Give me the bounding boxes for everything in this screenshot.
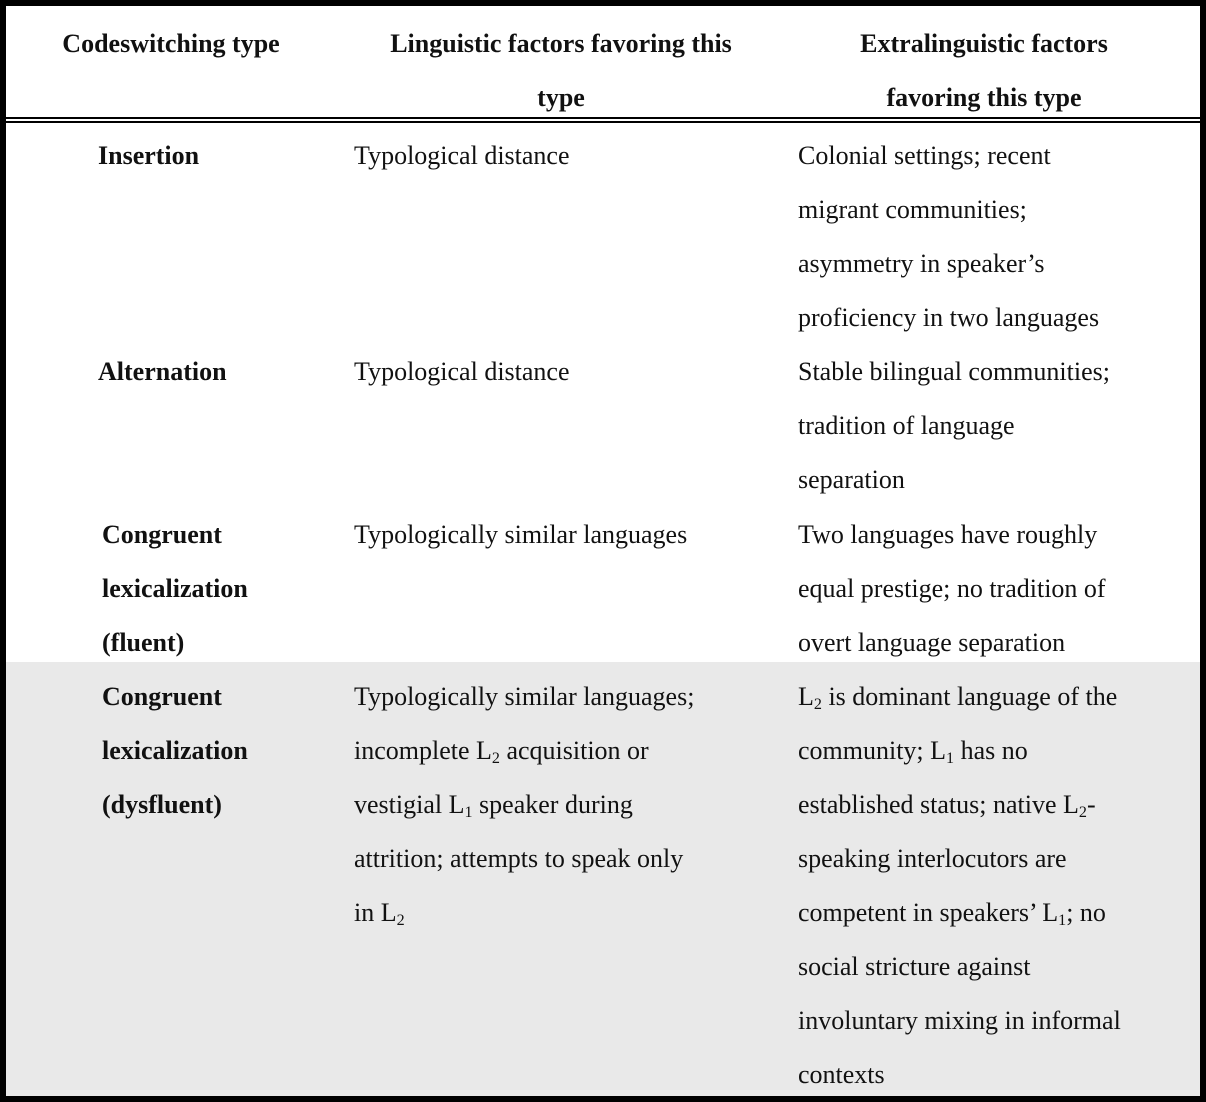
row-congruent-dysfluent-type: Congruent lexicalization (dysfluent) — [102, 682, 248, 819]
row-alternation-extralinguistic: Stable bilingual communities; tradition of language separation — [798, 357, 1110, 494]
row-alternation-linguistic: Typological distance — [354, 357, 570, 386]
row-congruent-dysfluent-extralinguistic: $L_2$ is dominant language of the community; $L_1$ has no established status; native $L_2-$ speaking interlocutors are competent in speakers’ $L_1$; no social stricture against involuntary mixing in informal contexts — [798, 682, 1121, 1089]
row-insertion-linguistic: Typological distance — [354, 141, 570, 170]
header-rule-top — [6, 117, 1200, 119]
row-congruent-dysfluent-linguistic: Typologically similar languages; incomplete $L_2$ acquisition or vestigial $L_1$ speaker during attrition; attempts to speak only in $L_2$ — [354, 682, 695, 930]
row-insertion-type: Insertion — [98, 141, 200, 170]
row-congruent-fluent-extralinguistic: Two languages have roughly equal prestige; no tradition of overt language separation — [798, 520, 1106, 657]
header-rule-bottom — [6, 121, 1200, 123]
row-congruent-fluent-type: Congruent lexicalization (fluent) — [102, 520, 248, 657]
row-alternation-type: Alternation — [98, 357, 227, 386]
header-extralinguistic-factors: Extralinguistic factors favoring this type — [860, 29, 1108, 112]
header-linguistic-factors: Linguistic factors favoring this type — [390, 29, 732, 112]
row-insertion-extralinguistic: Colonial settings; recent migrant communities; asymmetry in speaker’s proficiency in two languages — [798, 141, 1100, 332]
row-congruent-fluent-linguistic: Typologically similar languages — [354, 520, 688, 549]
header-codeswitching-type: Codeswitching type — [62, 29, 280, 58]
